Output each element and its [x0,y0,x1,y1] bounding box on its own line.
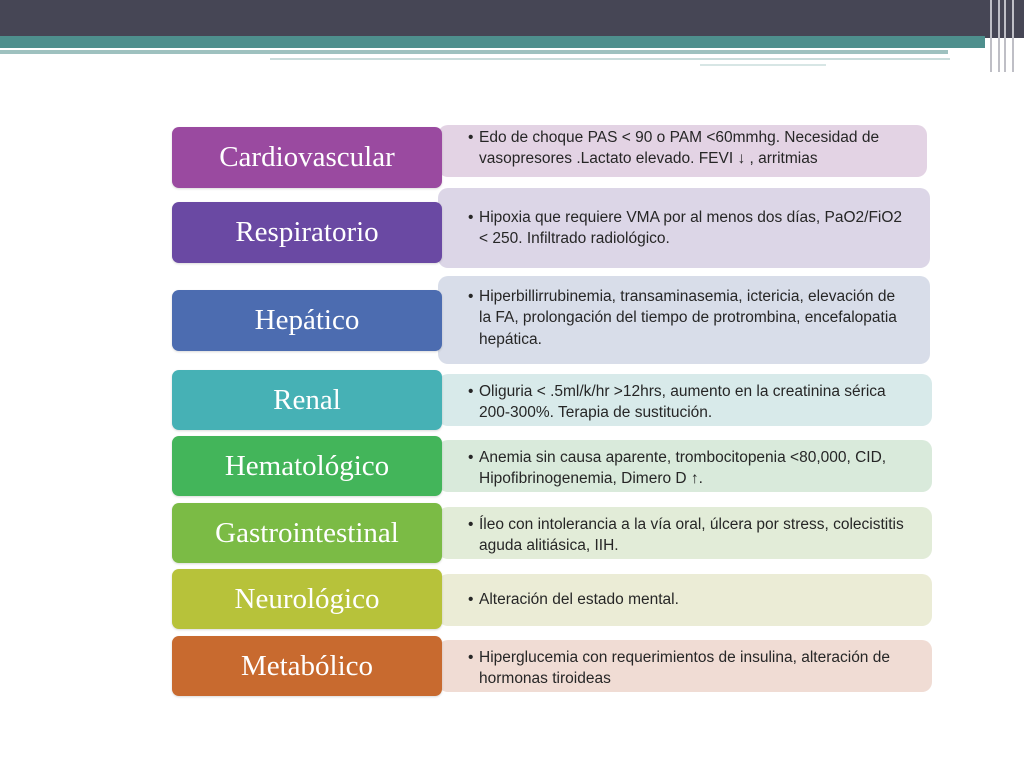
category-box [172,127,442,188]
header-accent-line [270,58,950,60]
header-side-lines [990,0,1018,72]
category-box [172,290,442,351]
header-accent-line [700,64,826,66]
detail-text: Oliguria < .5ml/k/hr >12hrs, aumento en la creatinina sérica 200-300%. Terapia de sustitución. [479,382,886,421]
category-label: Renal [273,383,341,416]
detail-box: • Edo de choque PAS < 90 o PAM <60mmhg. Necesidad de vasopresores .Lactato elevado. FEVI ↓ , arritmias [438,125,927,177]
category-label: Hematológico [224,449,390,482]
detail-box: • Hiperbillirrubinemia, transaminasemia, ictericia, elevación de la FA, prolongación del tiempo de protrombina, encefalopatia hepática. [438,276,930,364]
header-teal-bar [0,36,985,48]
detail-text: Hipoxia que requiere VMA por al menos dos días, PaO2/FiO2 < 250. Infiltrado radiológico. [479,208,903,247]
category-box [172,202,442,263]
category-box [172,436,442,496]
detail-text: Alteración del estado mental. [479,591,679,609]
detail-text: Hiperglucemia con requerimientos de insulina, alteración de hormonas tiroideas [479,648,890,687]
header-dark-bar [0,0,1024,38]
detail-text: Anemia sin causa aparente, trombocitopenia <80,000, CID, Hipofibrinogenemia, Dimero D ↑. [479,448,887,487]
category-label: Gastrointestinal [215,516,399,549]
detail-box: • Alteración del estado mental. [438,574,932,626]
detail-text: Edo de choque PAS < 90 o PAM <60mmhg. Necesidad de vasopresores .Lactato elevado. FEVI ↓ , arritmias [479,128,880,167]
detail-text: Hiperbillirrubinemia, transaminasemia, ictericia, elevación de la FA, prolongación del tiempo de protrombina, encefalopatia hepática. [479,287,897,348]
category-label: Neurológico [234,582,380,615]
detail-box: • Hiperglucemia con requerimientos de insulina, alteración de hormonas tiroideas [438,640,932,692]
category-label: Hepático [254,304,360,336]
detail-box: • Íleo con intolerancia a la vía oral, úlcera por stress, colecistitis aguda alitiásica, IIH. [438,507,932,559]
category-box [172,636,442,696]
category-label: Cardiovascular [219,141,395,173]
category-label: Respiratorio [235,216,379,248]
category-box [172,569,442,629]
category-box [172,370,442,430]
category-box [172,503,442,563]
detail-text: Íleo con intolerancia a la vía oral, úlcera por stress, colecistitis aguda alitiásica, IIH. [479,515,904,554]
category-label: Metabólico [240,649,374,682]
header-accent-line [0,50,948,54]
detail-box: • Oliguria < .5ml/k/hr >12hrs, aumento en la creatinina sérica 200-300%. Terapia de sustitución. [438,374,932,426]
detail-box: • Anemia sin causa aparente, trombocitopenia <80,000, CID, Hipofibrinogenemia, Dimero D ↑. [438,440,932,492]
detail-box: • Hipoxia que requiere VMA por al menos dos días, PaO2/FiO2 < 250. Infiltrado radiológico. [438,188,930,268]
